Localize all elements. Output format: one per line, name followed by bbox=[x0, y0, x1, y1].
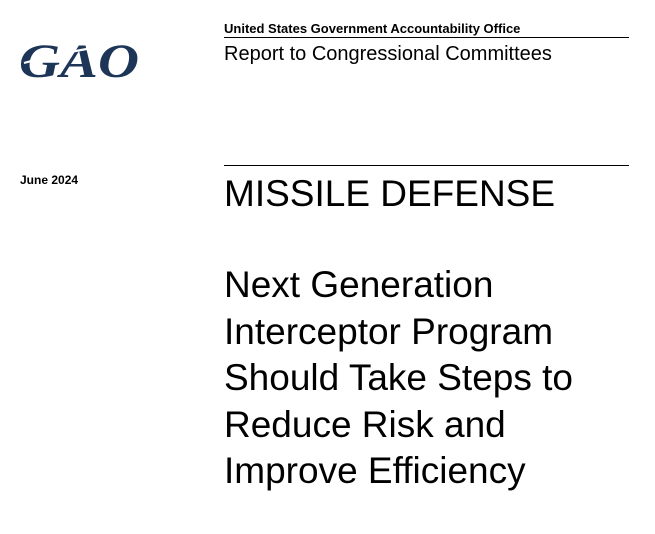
logo-lettering: GAO bbox=[19, 36, 139, 82]
gao-logo bbox=[18, 36, 142, 82]
subtitle-line: Interceptor Program bbox=[224, 310, 554, 352]
report-title: MISSILE DEFENSE bbox=[224, 173, 556, 214]
subtitle-line: Reduce Risk and bbox=[224, 403, 506, 445]
title-divider bbox=[224, 165, 629, 166]
subtitle-line: Should Take Steps to bbox=[224, 357, 574, 398]
report-date: June 2024 bbox=[20, 173, 79, 187]
subtitle-line: Improve Efficiency bbox=[224, 450, 526, 491]
subtitle-line: Next Generation bbox=[224, 264, 494, 305]
report-subtitle bbox=[224, 262, 573, 495]
agency-name: United States Government Accountability Office bbox=[224, 21, 521, 36]
report-type: Report to Congressional Committees bbox=[224, 43, 552, 65]
header-divider bbox=[224, 37, 629, 38]
